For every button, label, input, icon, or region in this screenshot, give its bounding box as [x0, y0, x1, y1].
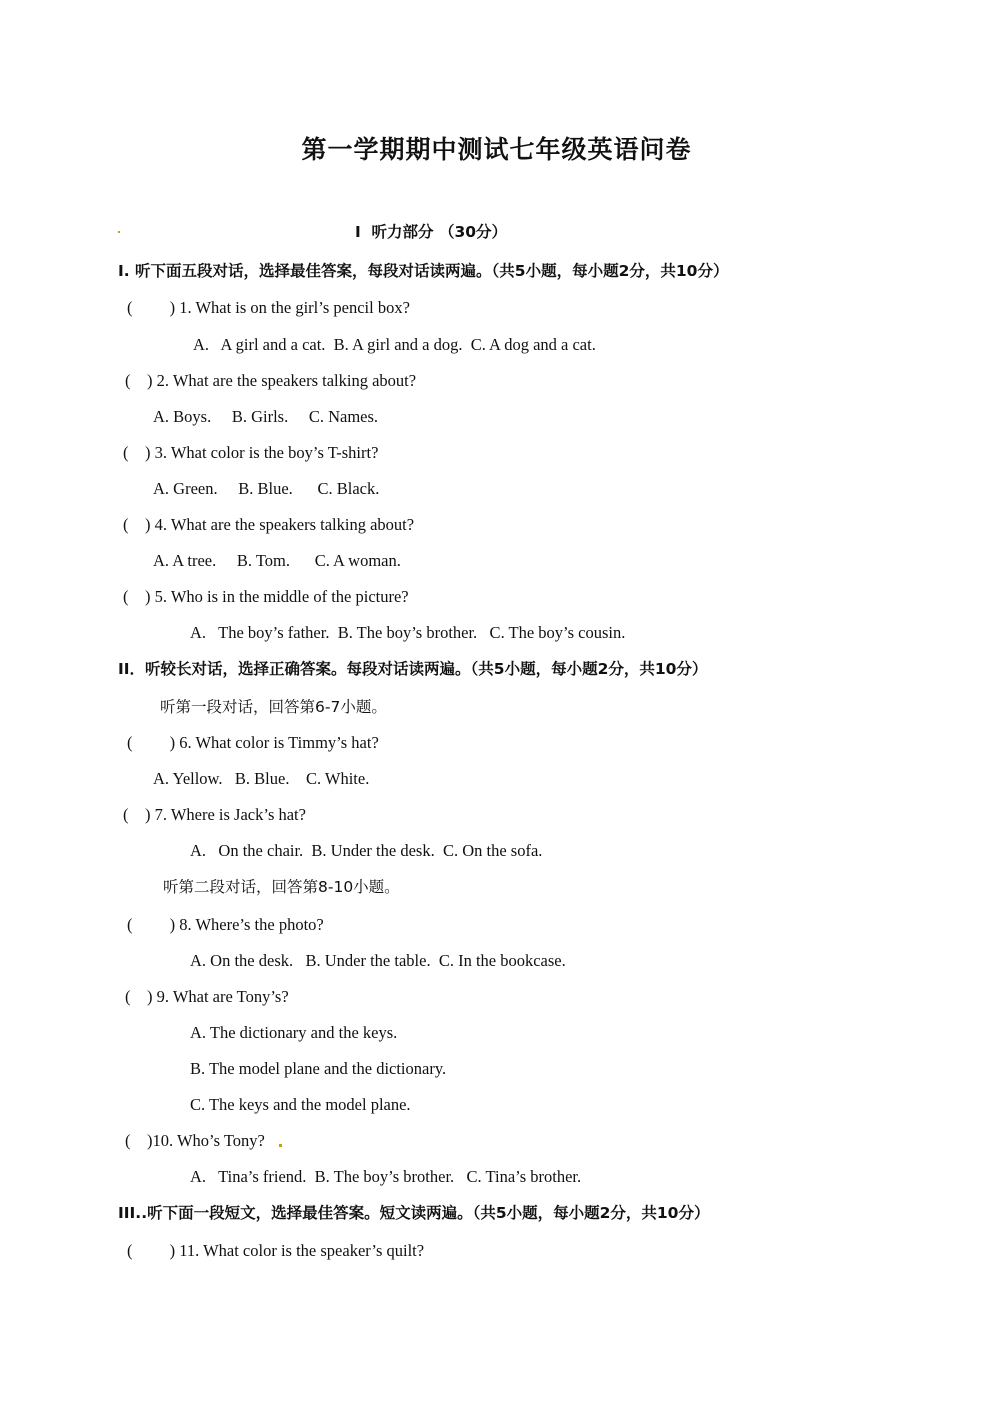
question-11: ( ) 11. What color is the speaker’s quilt? [127, 1241, 425, 1260]
question-9-option-c: C. The keys and the model plane. [190, 1095, 411, 1114]
question-6-options: A. Yellow. B. Blue. C. White. [153, 769, 370, 788]
question-7: ( ) 7. Where is Jack’s hat? [123, 805, 306, 824]
question-5: ( ) 5. Who is in the middle of the picture? [123, 587, 409, 606]
decorative-mark [279, 1144, 282, 1147]
question-4-options: A. A tree. B. Tom. C. A woman. [153, 551, 401, 570]
question-4: ( ) 4. What are the speakers talking about? [123, 515, 415, 534]
question-9: ( ) 9. What are Tony’s? [125, 987, 289, 1006]
question-9-option-a: A. The dictionary and the keys. [190, 1023, 398, 1042]
dialog-instruction-1: 听第一段对话，回答第6-7小题。 [160, 698, 387, 716]
question-8: ( ) 8. Where’s the photo? [127, 915, 324, 934]
decorative-dot [118, 231, 120, 233]
question-10: ( )10. Who’s Tony? [125, 1131, 265, 1150]
question-2: ( ) 2. What are the speakers talking about? [125, 371, 417, 390]
page-title: 第一学期期中测试七年级英语问卷 [301, 135, 692, 164]
dialog-instruction-2: 听第二段对话，回答第8-10小题。 [163, 878, 400, 896]
question-9-option-b: B. The model plane and the dictionary. [190, 1059, 447, 1078]
part-heading: Ⅰ 听力部分 （30分） [355, 223, 508, 241]
question-5-options: A. The boy’s father. B. The boy’s brother. C. The boy’s cousin. [190, 623, 626, 642]
question-1: ( ) 1. What is on the girl’s pencil box? [127, 298, 410, 317]
question-3: ( ) 3. What color is the boy’s T-shirt? [123, 443, 379, 462]
question-7-options: A. On the chair. B. Under the desk. C. On the sofa. [190, 841, 543, 860]
section-heading-1: I. 听下面五段对话，选择最佳答案，每段对话读两遍。（共5小题，每小题2分，共10分） [118, 262, 729, 280]
question-1-options: A. A girl and a cat. B. A girl and a dog. C. A dog and a cat. [193, 335, 596, 354]
question-3-options: A. Green. B. Blue. C. Black. [153, 479, 380, 498]
question-8-options: A. On the desk. B. Under the table. C. In the bookcase. [190, 951, 566, 970]
question-6: ( ) 6. What color is Timmy’s hat? [127, 733, 379, 752]
question-2-options: A. Boys. B. Girls. C. Names. [153, 407, 379, 426]
section-heading-2: II．听较长对话，选择正确答案。每段对话读两遍。（共5小题，每小题2分，共10分） [118, 660, 708, 678]
section-heading-3: III..听下面一段短文，选择最佳答案。短文读两遍。（共5小题，每小题2分，共10分） [118, 1204, 710, 1222]
question-10-options: A. Tina’s friend. B. The boy’s brother. C. Tina’s brother. [190, 1167, 582, 1186]
